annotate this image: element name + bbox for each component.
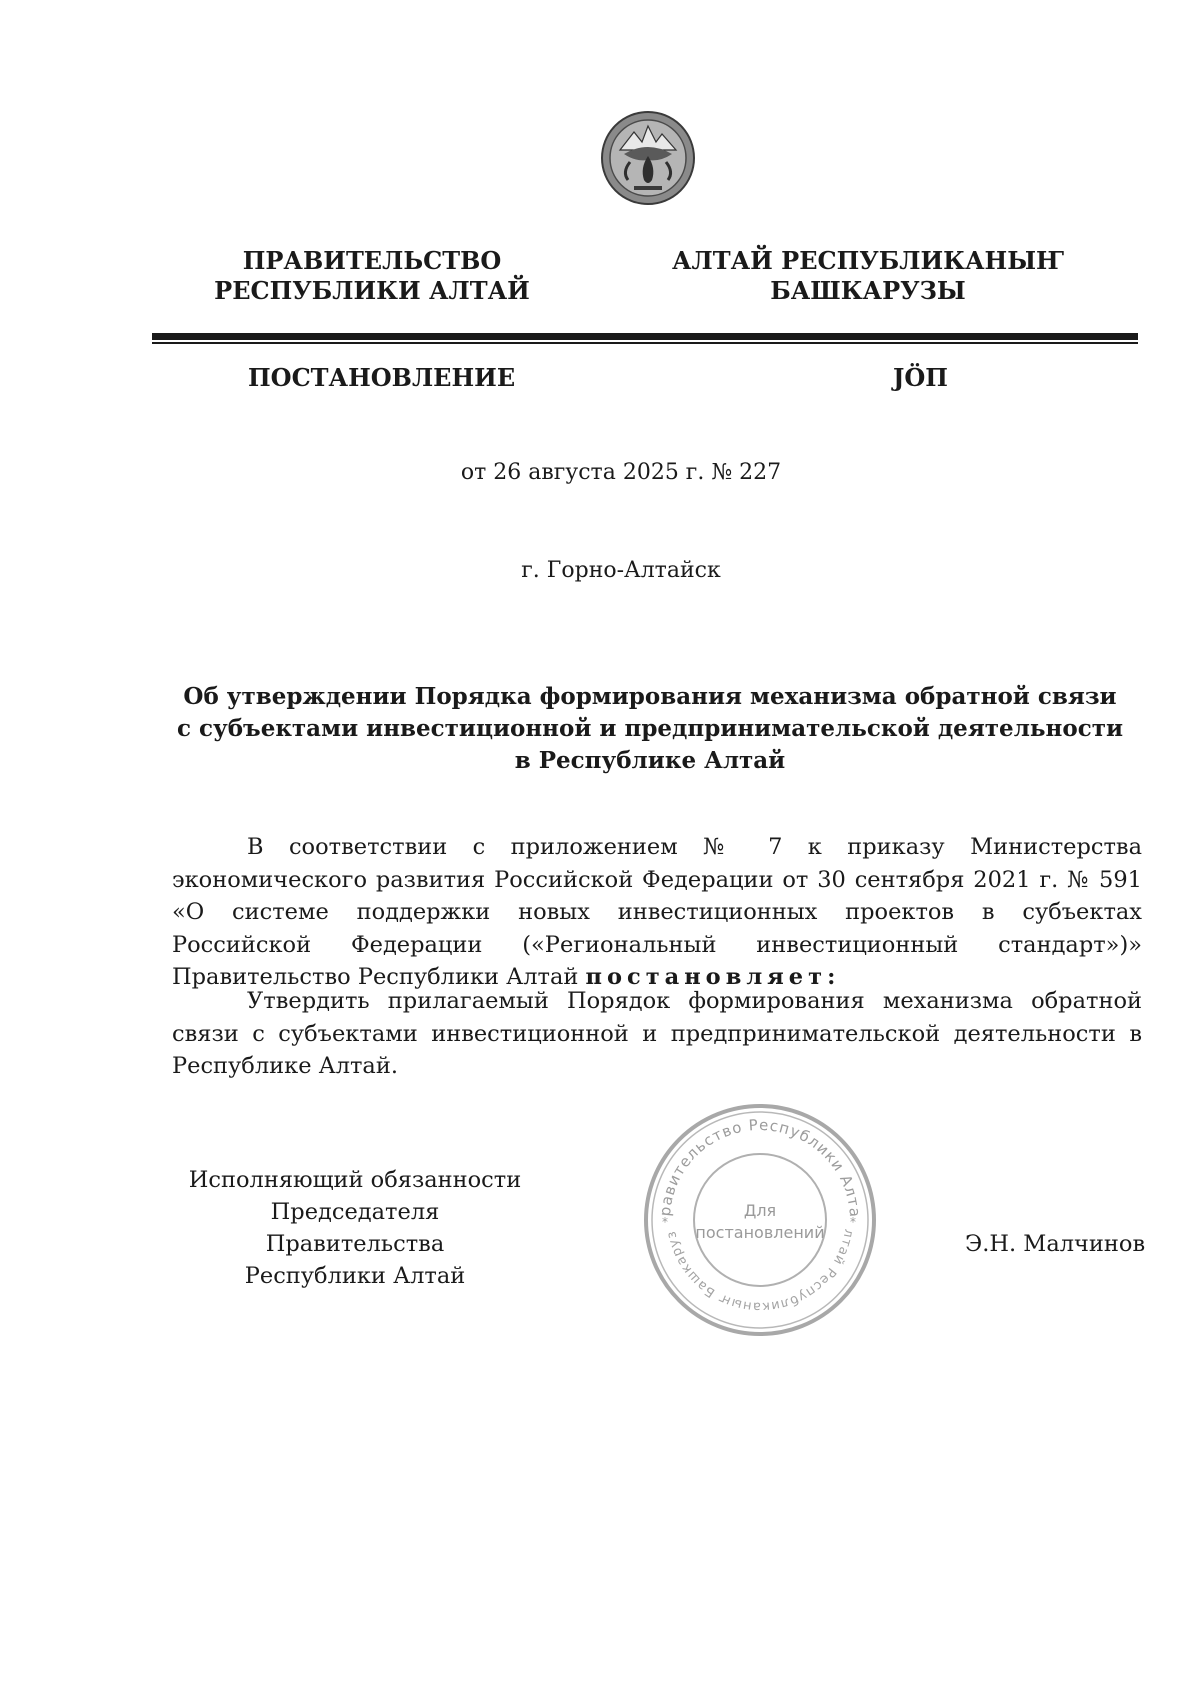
seal-center-line-2: постановлений [695,1223,825,1242]
signatory-position-line-3: Республики Алтай [244,1263,466,1289]
coat-of-arms-emblem [600,110,696,206]
official-seal [640,1100,880,1340]
svg-text:*: * [662,1215,668,1229]
official-seal-icon [640,1100,880,1340]
seal-ring-text: равительство Республики Алта [655,1115,865,1219]
altai-republic-coat-of-arms-icon [600,110,696,206]
document-city: г. Горно-Алтайск [521,558,721,583]
body-paragraph-1-text: В соответствии с приложением № 7 к приказу Министерства экономического развития Российской Федерации от 30 сентября 2021 г. № 591 «О системе поддержки новых инвестиционных проектов в субъектах Российской Федерации («Региональный инвестиционный стандарт»)» Правительство Республики Алтай [172,834,1142,990]
document-type-altai: JÖП [893,363,948,392]
body-paragraph-2: Утвердить прилагаемый Порядок формирования механизма обратной связи с субъектами инвестиционной и предпринимательской деятельности в Республике Алтай. [172,988,1142,1079]
signatory-position-line-1: Исполняющий обязанности [188,1167,522,1193]
decree-keyword: постановляет: [585,964,841,990]
signatory-position-line-2: Председателя Правительства [265,1199,445,1257]
title-line-1: Об утверждении Порядка формирования механизма обратной связи [183,683,1117,710]
issuer-line-1: ПРАВИТЕЛЬСТВО [242,246,502,275]
title-line-2: с субъектами инвестиционной и предпринимательской деятельности [176,715,1124,742]
seal-center-line-1: Для [743,1201,777,1220]
svg-text:*: * [850,1215,856,1229]
title-line-3: в Республике Алтай [514,747,786,774]
issuer-altai-line-2: БАШКАРУЗЫ [770,276,966,305]
document-date-number: от 26 августа 2025 г. № 227 [460,460,782,485]
header-divider-thin [152,342,1138,344]
header-divider-thick [152,333,1138,340]
document-title [170,681,1130,777]
issuer-altai-line-1: АЛТАЙ РЕСПУБЛИКАНЫҤ [671,246,1065,275]
document-type-russian: ПОСТАНОВЛЕНИЕ [248,363,516,392]
signatory-position [185,1164,525,1292]
issuer-name-altai [658,246,1078,306]
issuer-name-russian [162,246,582,306]
signatory-name: Э.Н. Малчинов [965,1231,1146,1257]
issuer-line-2: РЕСПУБЛИКИ АЛТАЙ [214,276,530,305]
body-paragraph-1 [172,831,1142,994]
seal-ring-text-bottom: лтай Республиканыҥ Башкаруз [664,1227,857,1315]
